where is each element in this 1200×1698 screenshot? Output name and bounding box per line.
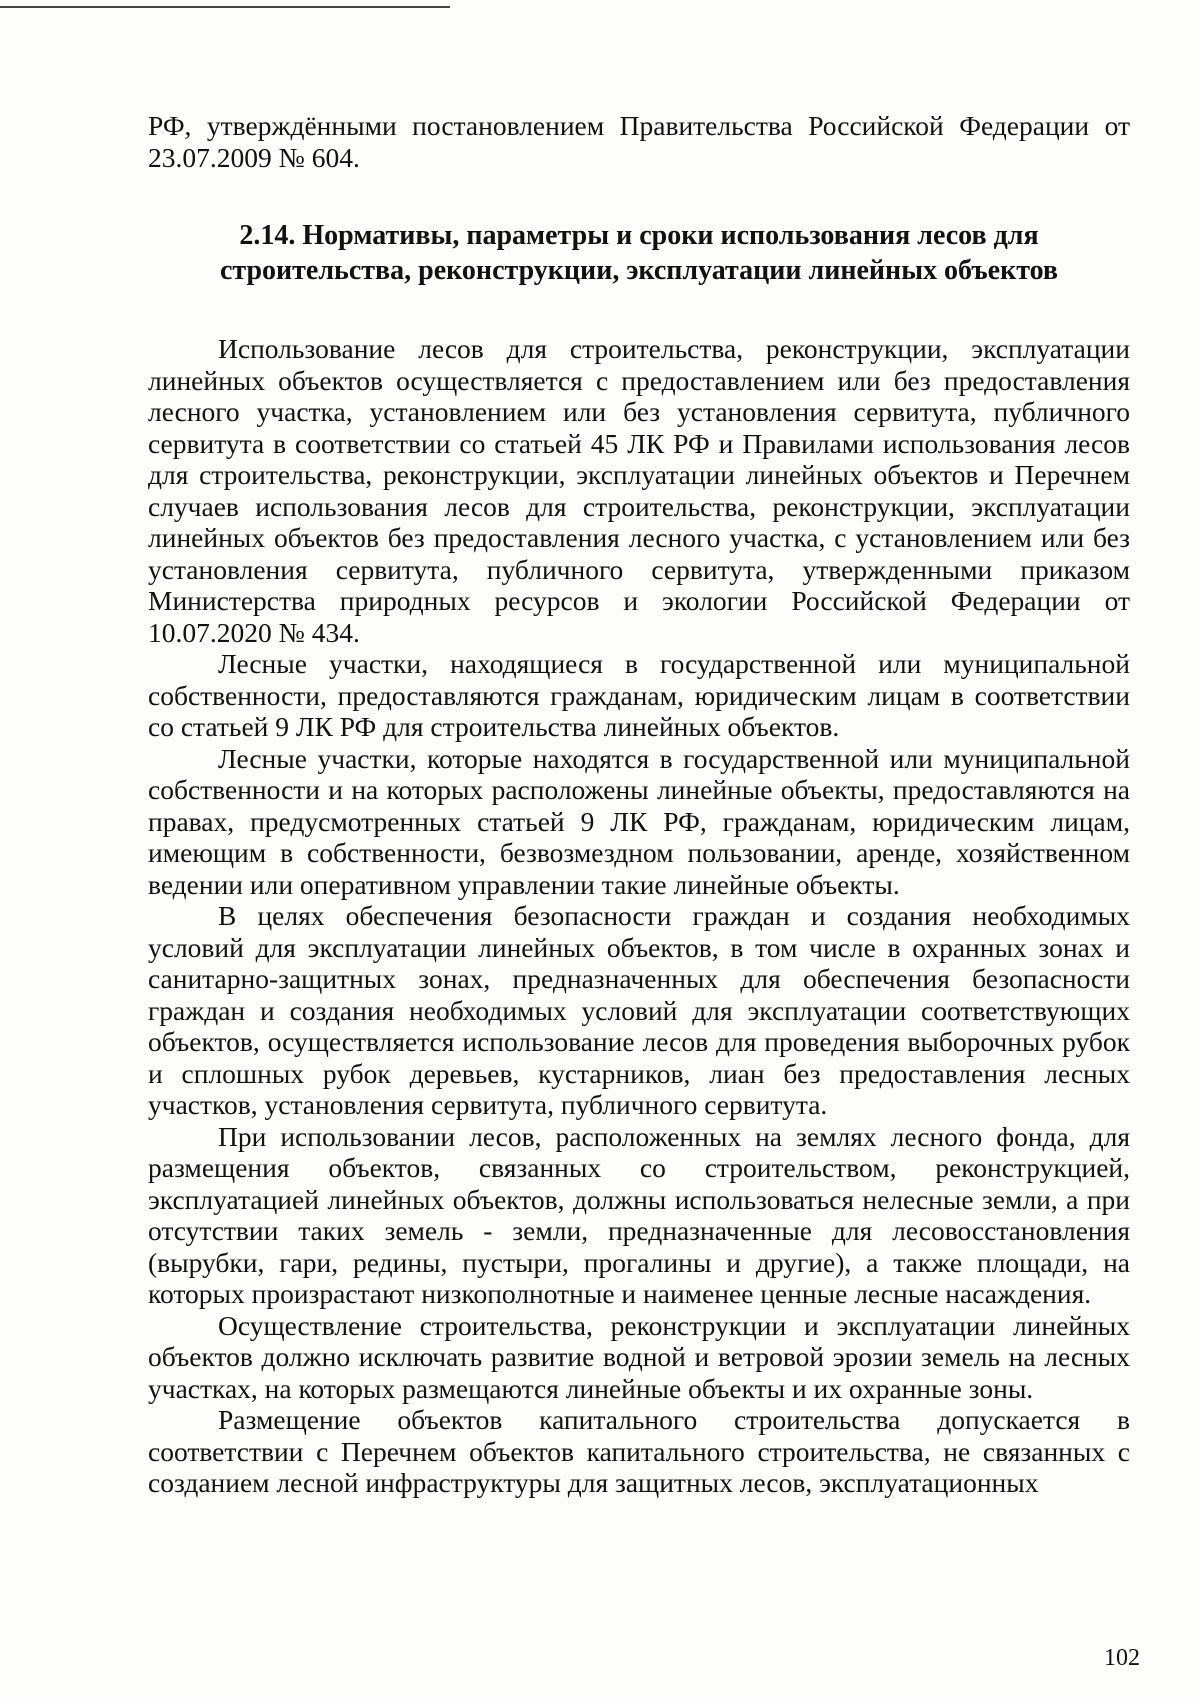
paragraph-capital-construction: Размещение объектов капитального строительства допускается в соответствии с Перечнем объектов капитального строительства, не связанных с созданием лесной инфраструктуры для защитных лесов, эксплуатационных <box>148 1404 1130 1498</box>
section-heading <box>148 218 1130 288</box>
document-body <box>148 110 1130 1499</box>
page-number: 102 <box>1104 1645 1140 1671</box>
paragraph-forest-plots-provision: Лесные участки, находящиеся в государственной или муниципальной собственности, предоставляются гражданам, юридическим лицам в соответствии со статьей 9 ЛК РФ для строительства линейных объектов. <box>148 648 1130 742</box>
paragraph-forest-use-linear-objects: Использование лесов для строительства, реконструкции, эксплуатации линейных объектов осуществляется с предоставлением или без предоставления лесного участка, установлением или без установления сервитута, публичного сервитута в соответствии со статьей 45 ЛК РФ и Правилами использования лесов для строительства, реконструкции, эксплуатации линейных объектов и Перечнем случаев использования лесов для строительства, реконструкции, эксплуатации линейных объектов без предоставления лесного участка, с установлением или без установления сервитута, публичного сервитута, утвержденными приказом Министерства природных ресурсов и экологии Российской Федерации от 10.07.2020 № 434. <box>148 333 1130 648</box>
intro-paragraph: РФ, утверждёнными постановлением Правительства Российской Федерации от 23.07.2009 № 604. <box>148 110 1130 173</box>
paragraph-erosion: Осуществление строительства, реконструкции и эксплуатации линейных объектов должно исключать развитие водной и ветровой эрозии земель на лесных участках, на которых размещаются линейные объекты и их охранные зоны. <box>148 1309 1130 1404</box>
paragraph-forest-plots-rights: Лесные участки, которые находятся в государственной или муниципальной собственности и на которых расположены линейные объекты, предоставляются на правах, предусмотренных статьей 9 ЛК РФ, гражданам, юридическим лицам, имеющим в собственности, безвозмездном пользовании, аренде, хозяйственном ведении или оперативном управлении такие линейные объекты. <box>148 742 1130 900</box>
top-rule-line <box>0 6 450 8</box>
paragraph-safety-felling: В целях обеспечения безопасности граждан и создания необходимых условий для эксплуатации линейных объектов, в том числе в охранных зонах и санитарно-защитных зонах, предназначенных для обеспечения безопасности граждан и создания необходимых условий для эксплуатации соответствующих объектов, осуществляется использование лесов для проведения выборочных рубок и сплошных рубок деревьев, кустарников, лиан без предоставления лесных участков, установления сервитута, публичного сервитута. <box>148 900 1130 1120</box>
section-heading-line-1: 2.14. Нормативы, параметры и сроки использования лесов для <box>239 220 1039 251</box>
paragraph-nonforest-lands: При использовании лесов, расположенных на землях лесного фонда, для размещения объектов, связанных со строительством, реконструкцией, эксплуатацией линейных объектов, должны использоваться нелесные земли, а при отсутствии таких земель - земли, предназначенные для лесовосстановления (вырубки, гари, редины, пустыри, прогалины и другие), а также площади, на которых произрастают низкополнотные и наименее ценные лесные насаждения. <box>148 1120 1130 1309</box>
section-heading-line-2: строительства, реконструкции, эксплуатации линейных объектов <box>219 255 1059 286</box>
